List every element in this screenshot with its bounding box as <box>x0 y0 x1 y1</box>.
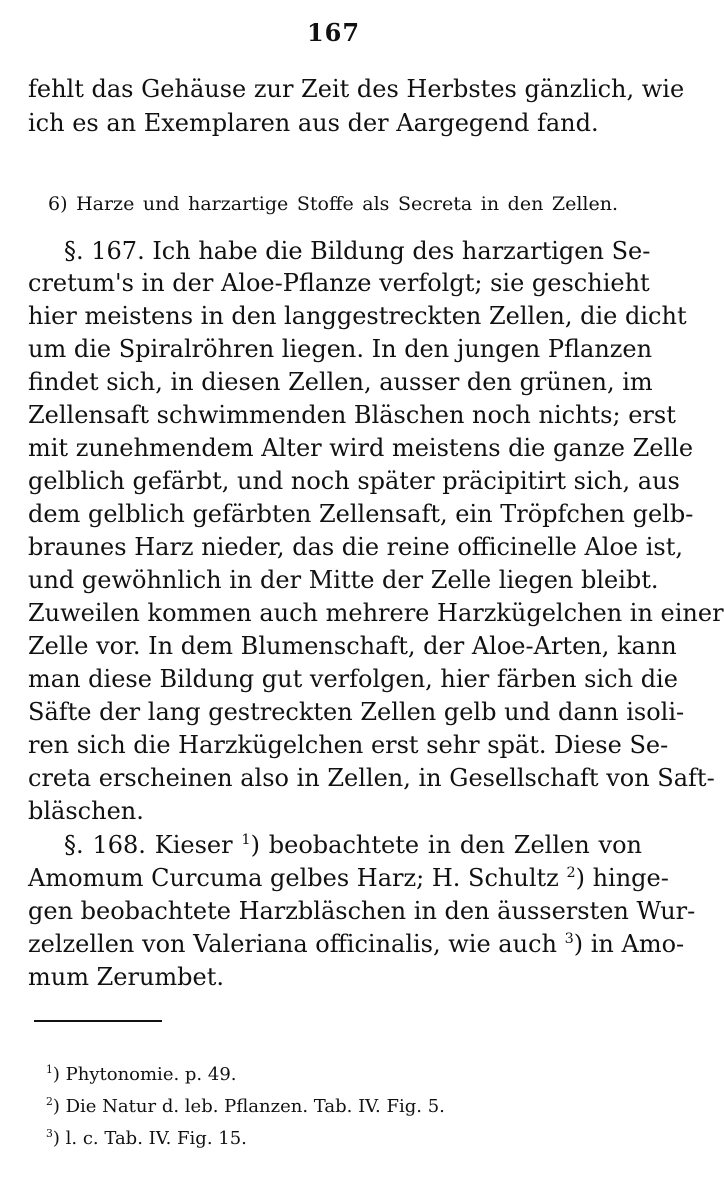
text-line: cretum's in der Aloe-Pflanze verfolgt; sie geschieht <box>28 269 650 297</box>
text-line: ren sich die Harzkügelchen erst sehr spät. Diese Se- <box>28 731 669 759</box>
text-line <box>28 927 685 961</box>
text-line: §. 167. Ich habe die Bildung des harzartigen Se- <box>64 237 651 265</box>
text-line <box>28 861 669 895</box>
text-segment: ) beobachtete in den Zellen von <box>250 831 642 859</box>
footnote-marker: 1 <box>46 1063 53 1076</box>
text-line: braunes Harz nieder, das die reine officinelle Aloe ist, <box>28 533 684 561</box>
text-line: mum Zerumbet. <box>28 963 225 991</box>
text-line: findet sich, in diesen Zellen, ausser den grünen, im <box>28 368 653 396</box>
section-heading: 6) Harze und harzartige Stoffe als Secreta in den Zellen. <box>48 193 618 215</box>
footnote-text: ) l. c. Tab. IV. Fig. 15. <box>52 1128 247 1149</box>
text-line: mit zunehmendem Alter wird meistens die ganze Zelle <box>28 434 694 462</box>
footnote-text: ) Phytonomie. p. 49. <box>52 1064 237 1085</box>
text-line: Zelle vor. In dem Blumenschaft, der Aloe-Arten, kann <box>28 632 677 660</box>
footnote-ref: 3 <box>564 931 574 947</box>
text-line: Zellensaft schwimmenden Bläschen noch nichts; erst <box>28 401 676 429</box>
footnote <box>46 1062 237 1088</box>
footnote <box>46 1126 247 1152</box>
text-segment: ) hinge- <box>575 864 669 892</box>
text-segment: Amomum Curcuma gelbes Harz; H. Schultz <box>28 864 567 892</box>
page-number: 167 <box>306 18 361 47</box>
text-line: bläschen. <box>28 797 144 825</box>
text-line: um die Spiralröhren liegen. In den jungen Pflanzen <box>28 335 653 363</box>
text-line: Säfte der lang gestreckten Zellen gelb und dann isoli- <box>28 698 685 726</box>
text-line: und gewöhnlich in der Mitte der Zelle liegen bleibt. <box>28 566 659 594</box>
text-segment: §. 168. Kieser <box>64 831 242 859</box>
footnote <box>46 1094 445 1120</box>
opening-line: ich es an Exemplaren aus der Aargegend fand. <box>28 109 599 137</box>
opening-line: fehlt das Gehäuse zur Zeit des Herbstes gänzlich, wie <box>28 75 685 103</box>
footnote-marker: 2 <box>46 1095 53 1108</box>
footnote-ref: 2 <box>566 865 576 881</box>
footnote-text: ) Die Natur d. leb. Pflanzen. Tab. IV. Fig. 5. <box>52 1096 445 1117</box>
footnote-ref: 1 <box>241 832 251 848</box>
text-line <box>28 828 642 862</box>
text-line: creta erscheinen also in Zellen, in Gesellschaft von Saft- <box>28 764 715 792</box>
footnote-divider <box>34 1020 162 1022</box>
text-line: hier meistens in den langgestreckten Zellen, die dicht <box>28 302 687 330</box>
text-line: man diese Bildung gut verfolgen, hier färben sich die <box>28 665 678 693</box>
text-segment: zelzellen von Valeriana officinalis, wie auch <box>28 930 565 958</box>
text-segment: ) in Amo- <box>573 930 685 958</box>
text-line: dem gelblich gefärbten Zellensaft, ein Tröpfchen gelb- <box>28 500 694 528</box>
text-line: gen beobachtete Harzbläschen in den äussersten Wur- <box>28 897 696 925</box>
text-line: gelblich gefärbt, und noch später präcipitirt sich, aus <box>28 467 680 495</box>
footnote-marker: 3 <box>46 1127 53 1140</box>
text-line: Zuweilen kommen auch mehrere Harzkügelchen in einer <box>28 599 724 627</box>
